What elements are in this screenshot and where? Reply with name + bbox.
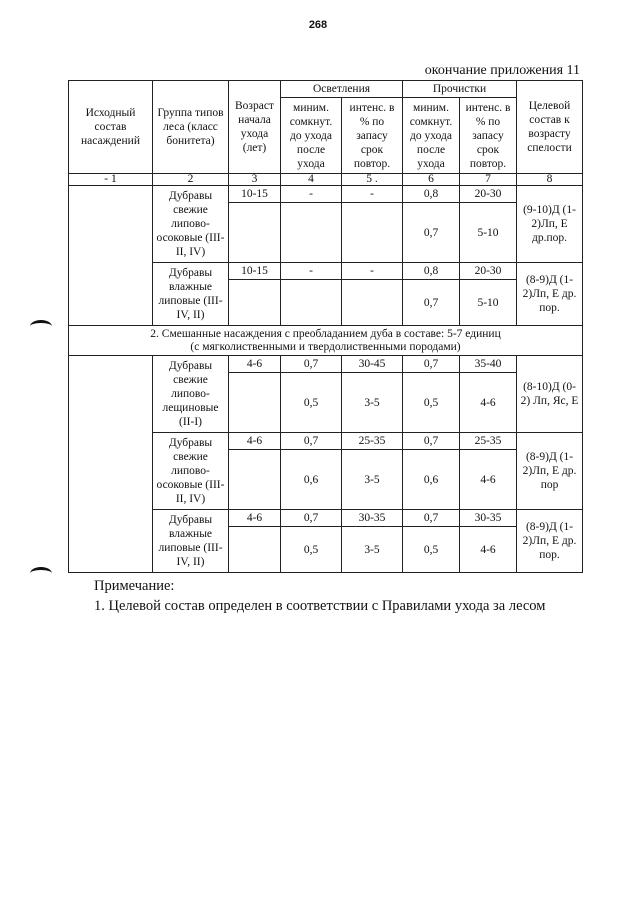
table-head [69,81,583,186]
note-item: 1. Целевой состав определен в соответствии с Правилами ухода за лесом [94,598,546,614]
clean-closure-cell: 0,7 [403,203,460,263]
forest-type-cell: Дубравы свежие липово-осоковые (III-II, IV) [153,433,229,510]
clean-intensity-cell: 4-6 [460,527,517,573]
header-light-intensity: интенс. в % по запасу срок повтор. [342,98,403,174]
header-start-age: Возраст начала ухода (лет) [229,81,281,174]
light-intensity-cell: 3-5 [342,450,403,510]
table-body-section2 [69,326,583,573]
light-intensity-cell: 3-5 [342,527,403,573]
column-index: 2 [153,174,229,186]
clean-closure-cell: 0,7 [403,433,460,450]
clean-closure-cell: 0,6 [403,450,460,510]
light-closure-cell: 0,5 [281,373,342,433]
start-age-cell [229,280,281,326]
column-index: 3 [229,174,281,186]
clean-closure-cell: 0,8 [403,186,460,203]
start-age-cell [229,373,281,433]
header-initial-composition: Исходный состав насаждений [69,81,153,174]
clean-closure-cell: 0,5 [403,527,460,573]
column-index: 8 [517,174,583,186]
start-age-cell [229,203,281,263]
light-closure-cell: - [281,263,342,280]
light-closure-cell [281,203,342,263]
section-title: 2. Смешанные насаждения с преобладанием дуба в составе: 5-7 единиц [150,327,501,340]
clean-intensity-cell: 5-10 [460,203,517,263]
binding-mark [30,567,52,580]
header-clean-min-closure: миним. сомкнут. до ухода после ухода [403,98,460,174]
start-age-cell [229,450,281,510]
start-age-cell: 10-15 [229,263,281,280]
clean-intensity-cell: 4-6 [460,373,517,433]
light-intensity-cell [342,203,403,263]
light-intensity-cell: - [342,186,403,203]
clean-intensity-cell: 25-35 [460,433,517,450]
light-closure-cell: 0,6 [281,450,342,510]
light-intensity-cell: 3-5 [342,373,403,433]
clean-intensity-cell: 35-40 [460,356,517,373]
appendix-caption: окончание приложения 11 [424,63,580,78]
start-age-cell: 4-6 [229,510,281,527]
light-closure-cell: 0,7 [281,510,342,527]
column-index: 6 [403,174,460,186]
header-lightening: Осветления [281,81,403,98]
start-age-cell: 4-6 [229,356,281,373]
start-age-cell: 10-15 [229,186,281,203]
header-light-min-closure: миним. сомкнут. до ухода после ухода [281,98,342,174]
light-intensity-cell [342,280,403,326]
header-cleaning: Прочистки [403,81,517,98]
clean-intensity-cell: 20-30 [460,263,517,280]
light-intensity-cell: 25-35 [342,433,403,450]
clean-intensity-cell: 5-10 [460,280,517,326]
light-closure-cell: 0,7 [281,356,342,373]
forest-type-cell: Дубравы влажные липовые (III-IV, II) [153,510,229,573]
clean-intensity-cell: 20-30 [460,186,517,203]
light-intensity-cell: 30-35 [342,510,403,527]
column-index: 4 [281,174,342,186]
start-age-cell [229,527,281,573]
header-forest-type: Группа типов леса (класс бонитета) [153,81,229,174]
light-closure-cell: 0,5 [281,527,342,573]
target-composition-cell: (8-9)Д (1-2)Лп, Е др. пор [517,433,583,510]
target-composition-cell: (8-9)Д (1-2)Лп, Е др. пор. [517,263,583,326]
section-header [69,326,583,356]
clean-intensity-cell: 30-35 [460,510,517,527]
target-composition-cell: (8-10)Д (0-2) Лп, Яс, Е [517,356,583,433]
header-clean-intensity: интенс. в % по запасу срок повтор. [460,98,517,174]
clean-closure-cell: 0,7 [403,356,460,373]
forest-type-cell: Дубравы свежие липово-осоковые (III-II, IV) [153,186,229,263]
note-title: Примечание: [94,578,175,594]
light-intensity-cell: - [342,263,403,280]
clean-intensity-cell: 4-6 [460,450,517,510]
section-subtitle: (с мягколиственными и твердолиственными породами) [190,340,461,353]
binding-mark [30,320,52,333]
start-age-cell: 4-6 [229,433,281,450]
page-number: 268 [308,19,328,31]
light-closure-cell: - [281,186,342,203]
column-index: - 1 [69,174,153,186]
target-composition-cell: (8-9)Д (1-2)Лп, Е др. пор. [517,510,583,573]
column-index: 5 . [342,174,403,186]
initial-composition-cell [69,186,153,326]
target-composition-cell: (9-10)Д (1-2)Лп, Е др.пор. [517,186,583,263]
clean-closure-cell: 0,7 [403,280,460,326]
light-closure-cell [281,280,342,326]
care-table [68,80,583,573]
column-index-row [69,174,583,186]
table-body-group1 [69,186,583,326]
forest-type-cell: Дубравы свежие липово-лещиновые (II-I) [153,356,229,433]
clean-closure-cell: 0,7 [403,510,460,527]
forest-type-cell: Дубравы влажные липовые (III-IV, II) [153,263,229,326]
clean-closure-cell: 0,5 [403,373,460,433]
light-intensity-cell: 30-45 [342,356,403,373]
header-target-composition: Целевой состав к возрасту спелости [517,81,583,174]
initial-composition-cell [69,356,153,573]
light-closure-cell: 0,7 [281,433,342,450]
clean-closure-cell: 0,8 [403,263,460,280]
column-index: 7 [460,174,517,186]
